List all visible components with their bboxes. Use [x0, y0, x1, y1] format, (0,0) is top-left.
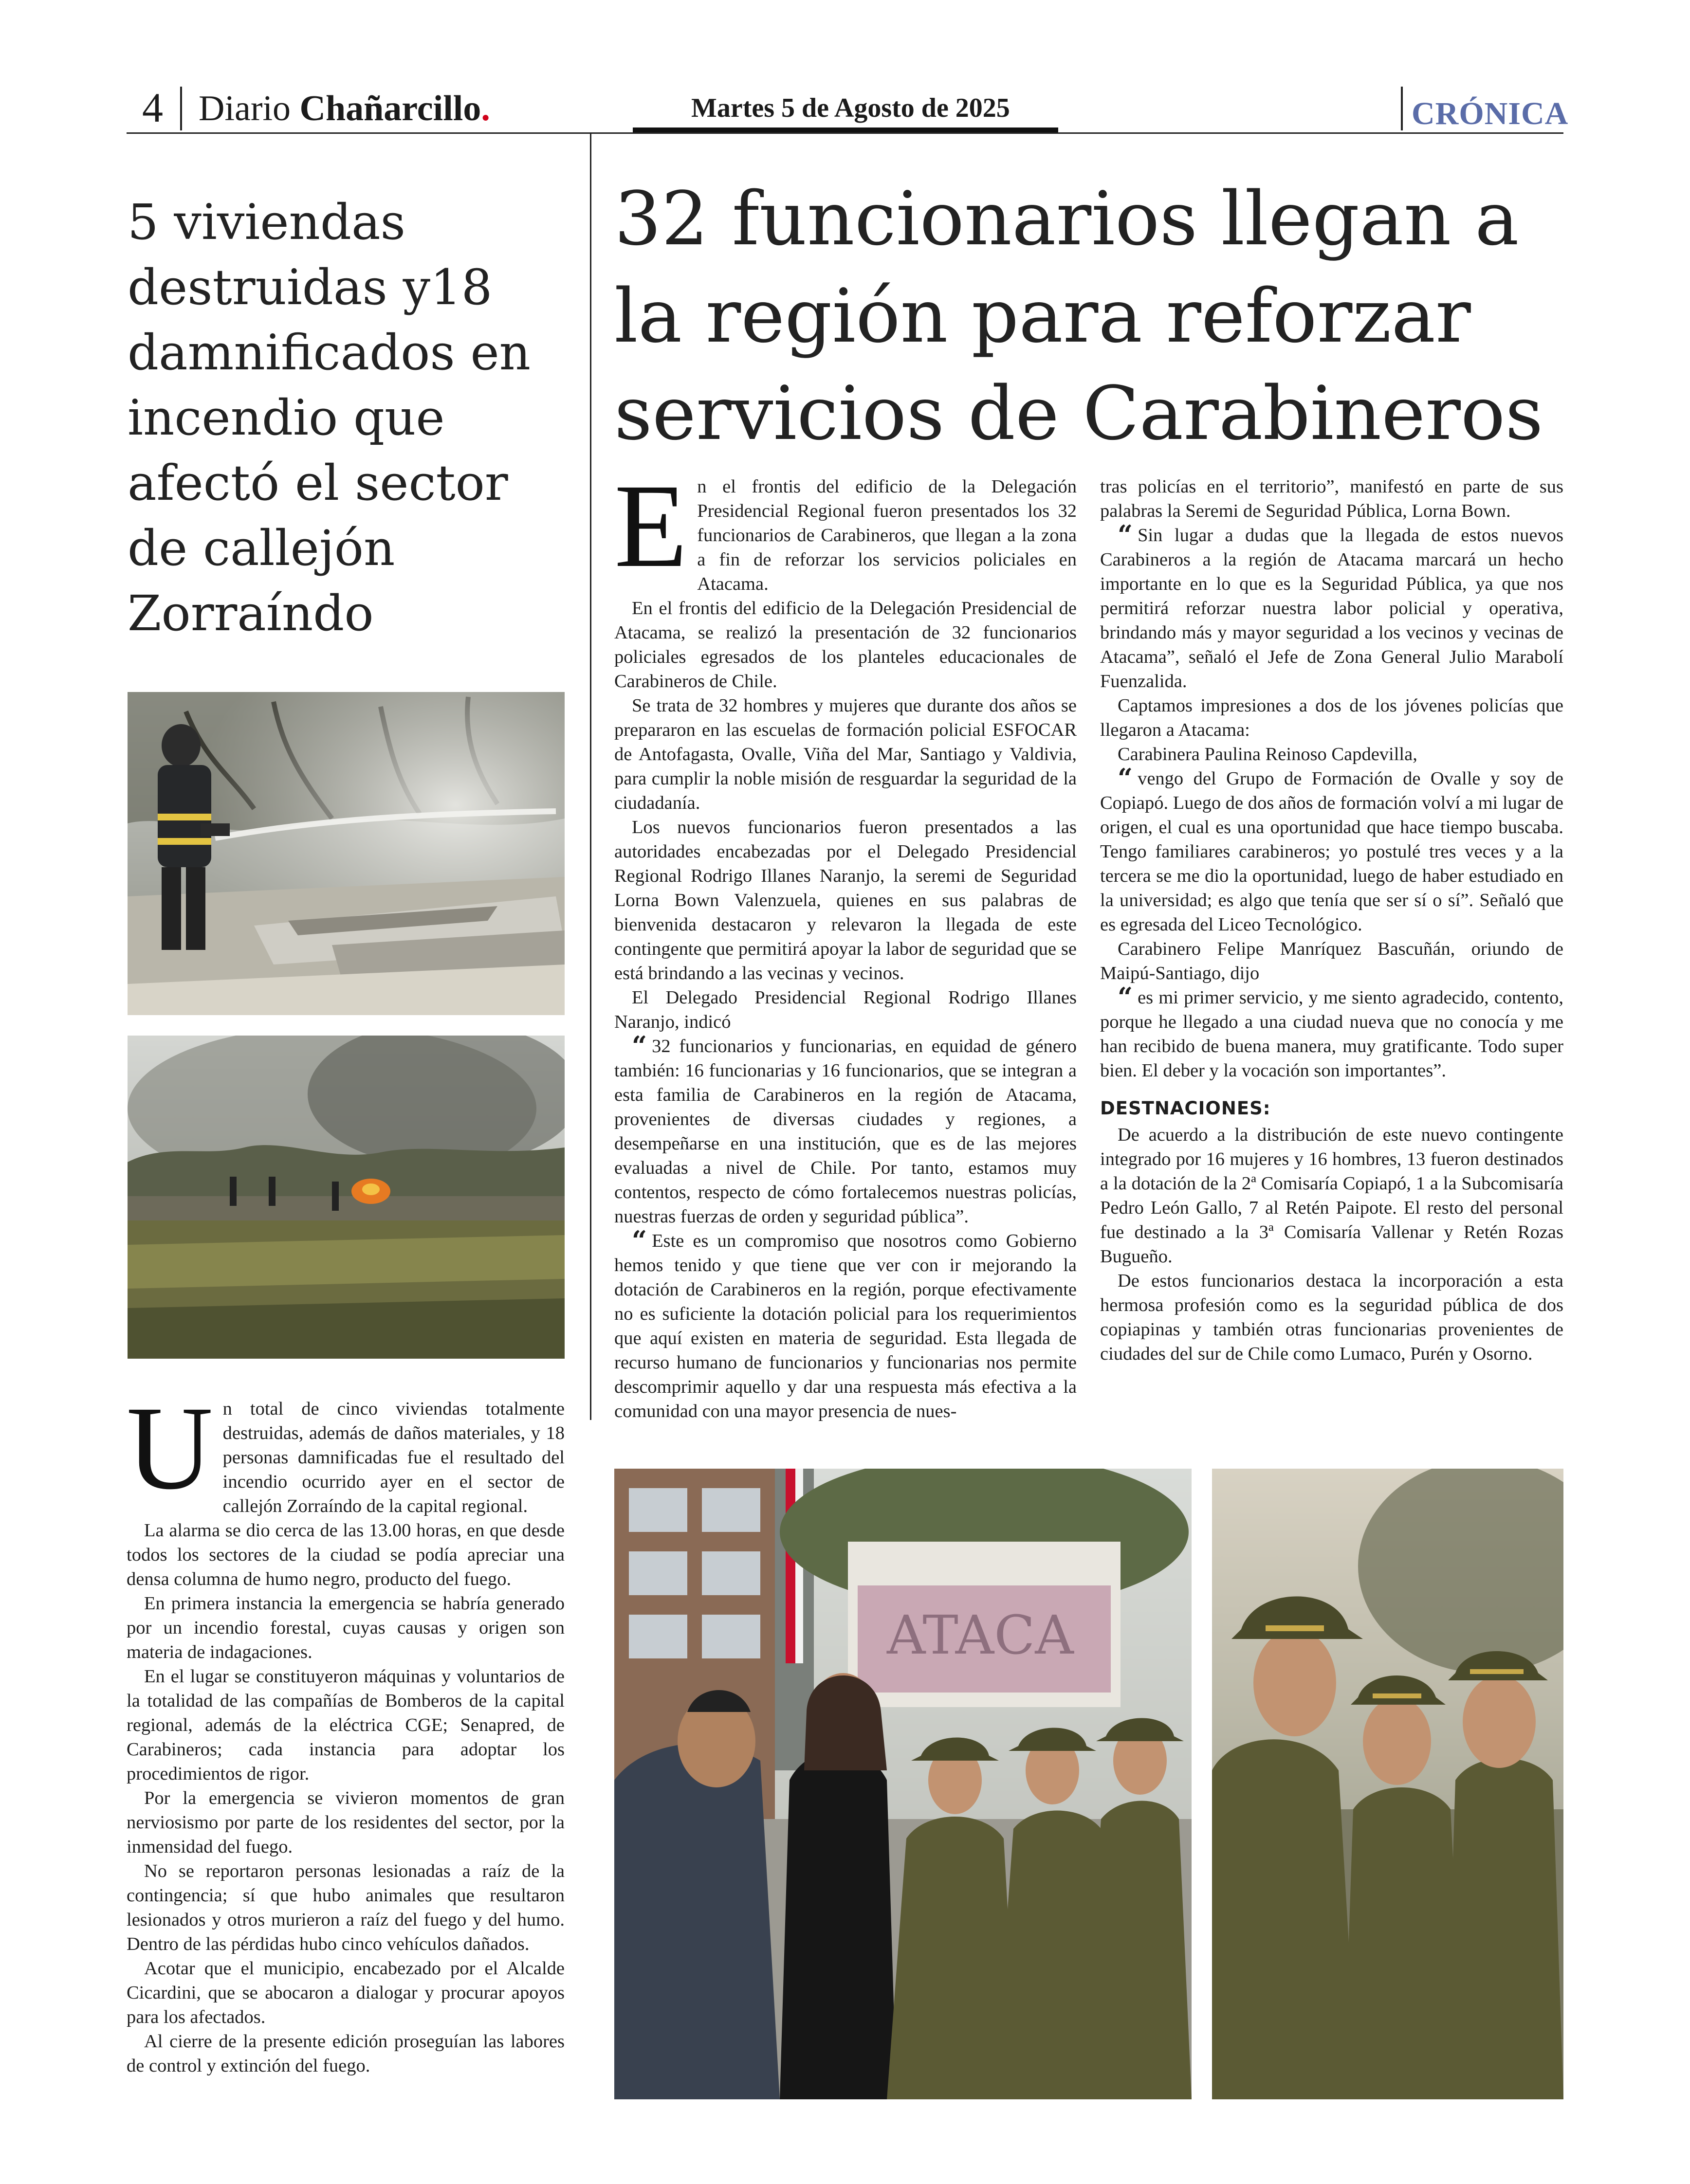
quote-paragraph: “ 32 funcionarios y funcionarias, en equidad de género también: 16 funcionarias y 16 funcionarios, que se integran a esta familia de Carabineros en la región de Atacama, provenientes de diversas ciudades y regiones, a desempeñarse en una institución, que es de las mejores evaluadas a nivel de Chile. Por tanto, estamos muy contentos, respecto de cómo fortalecemos nuestras policías, nuestras fuerzas de orden y seguridad pública”. — [614, 1030, 1077, 1227]
main-article-paragraph: Carabinera Paulina Reinoso Capdevilla, — [1118, 744, 1417, 764]
page-number: 4 — [142, 84, 163, 131]
main-article-headline: 32 funcionarios llegan a la región para reforzar servicios de Carabineros — [614, 176, 1543, 456]
header-rule — [127, 132, 1563, 134]
left-article-paragraph: La alarma se dio cerca de las 13.00 horas, en que desde todos los sectores de la ciudad se podía apreciar una densa columna de humo negro, producto del fuego. — [127, 1520, 565, 1589]
main-article-paragraph: En el frontis del edificio de la Delegación Presidencial Regional fueron presentados los 32 funcionarios de Carabineros, que llegan a la zona a fin de reforzar los servicios policiales en Atacama. — [614, 460, 1077, 594]
quote-paragraph: “ Este es un compromiso que nosotros como Gobierno hemos tenido y que tiene que ver con ir mejorando la dotación de Carabineros en la región, porque efectivamente no es suficiente la dotación policial para los requerimientos que aquí existen en materia de seguridad. Esta llegada de recurso humano de funcionarios y funcionarias nos permite descomprimir aquello y dar una respuesta más efectiva a la comunidad con una mayor presencia de nues- — [614, 1225, 1077, 1421]
main-article-paragraph: Los nuevos funcionarios fueron presentados a las autoridades encabezadas por el Delegado Presidencial Regional Rodrigo Illanes Naranjo, la seremi de Seguridad Lorna Bown Valenzuela, quienes en sus palabras de bienvenida destacaron y relevaron la llegada de este contingente que permitirá apoyar la labor de seguridad que se está brindando a las vecinas y vecinos. — [614, 817, 1077, 983]
main-article-column-2 — [1100, 474, 1563, 1366]
main-article-column-1 — [614, 460, 1077, 1423]
ceremony-photo-officers — [1212, 1469, 1563, 2099]
left-article-paragraph: Al cierre de la presente edición proseguían las labores de control y extinción del fuego. — [127, 2031, 565, 2076]
subheading: DESTNACIONES: — [1100, 1098, 1271, 1119]
main-article-paragraph: En el frontis del edificio de la Delegación Presidencial de Atacama, se realizó la presentación de 32 funcionarios policiales egresados de los planteles educacionales de Carabineros de Chile. — [614, 598, 1077, 692]
issue-date: Martes 5 de Agosto de 2025 — [691, 93, 1010, 123]
quote-mark-icon: “ — [1118, 519, 1133, 550]
newspaper-name — [199, 87, 490, 130]
main-article-paragraph: Se trata de 32 hombres y mujeres que durante dos años se prepararon en las escuelas de formación policial ESFOCAR de Antofagasta, Ovalle, Viña del Mar, Santiago y Valdivia, para cumplir la noble misión de resguardar la seguridad de la ciudadanía. — [614, 695, 1077, 813]
left-article-dropcap: U — [127, 1382, 213, 1514]
fire-photo-firefighter — [128, 692, 565, 1015]
left-article-paragraph: Por la emergencia se vivieron momentos de gran nerviosismo por parte de los residentes del sector, por la inmensidad del fuego. — [127, 1788, 565, 1857]
left-article-body — [127, 1382, 565, 2078]
section-divider — [1401, 87, 1403, 130]
main-article-paragraph: El Delegado Presidencial Regional Rodrigo Illanes Naranjo, indicó — [614, 987, 1077, 1032]
left-article-paragraph: En el lugar se constituyeron máquinas y voluntarios de la totalidad de las compañías de Bomberos de la capital regional, además de la eléctrica CGE; Senapred, de Carabineros; cada instancia para adoptar los procedimientos de rigor. — [127, 1666, 565, 1784]
newspaper-name-dot: . — [481, 89, 490, 128]
section-label: CRÓNICA — [1412, 96, 1569, 131]
quote-paragraph: “ es mi primer servicio, y me siento agradecido, contento, porque he llegado a una ciudad nueva que no conocía y me han recibido de buena manera, muy gratificante. Todo super bien. El deber y la vocación son importantes”. — [1100, 982, 1563, 1081]
left-article-paragraph: No se reportaron personas lesionadas a raíz de la contingencia; sí que hubo animales que resultaron lesionados y otros murieron a raíz del fuego y del humo. Dentro de las pérdidas hubo cinco vehículos dañados. — [127, 1861, 565, 1954]
left-article-paragraph: En primera instancia la emergencia se habría generado por un incendio forestal, cuyas causas y origen son materia de indagaciones. — [127, 1593, 565, 1662]
left-article-paragraph: Un total de cinco viviendas totalmente destruidas, además de daños materiales, y 18 personas damnificadas fue el resultado del incendio ocurrido ayer en el sector de callejón Zorraíndo de la capital regional. — [127, 1382, 565, 1516]
fire-photo-scene — [128, 1036, 565, 1359]
date-underline — [633, 127, 1058, 132]
main-article-paragraph: tras policías en el territorio”, manifestó en parte de sus palabras la Seremi de Seguridad Pública, Lorna Bown. — [1100, 476, 1563, 521]
newspaper-name-regular: Diario — [199, 89, 300, 128]
ceremony-photo-greeting — [614, 1469, 1192, 2099]
header-divider — [180, 87, 182, 130]
main-article-dropcap: E — [614, 460, 688, 592]
newspaper-name-bold: Chañarcillo — [299, 89, 481, 128]
main-article-paragraph: Captamos impresiones a dos de los jóvenes policías que llegaron a Atacama: — [1100, 695, 1563, 740]
quote-mark-icon: “ — [632, 1030, 647, 1061]
main-article-paragraph: De estos funcionarios destaca la incorporación a esta hermosa profesión como es la seguridad pública de dos copiapinas y también otras funcionarias provenientes de ciudades del sur de Chile como Lumaco, Purén y Osorno. — [1100, 1271, 1563, 1364]
quote-mark-icon: “ — [632, 1225, 647, 1256]
quote-paragraph: “ vengo del Grupo de Formación de Ovalle y soy de Copiapó. Luego de dos años de formación volví a mi lugar de origen, el cual es una oportunidad que hace tiempo buscaba. Tengo familiares carabineros; yo postulé tres veces y a la tercera se me dio la oportunidad, luego de haber estudiado en la universidad; es algo que tenía que ser sí o sí”. Señaló que es egresada del Liceo Tecnológico. — [1100, 763, 1563, 935]
quote-mark-icon: “ — [1118, 982, 1133, 1013]
quote-paragraph: “ Sin lugar a dudas que la llegada de estos nuevos Carabineros a la región de Atacama marcará un hecho importante en lo que es la Seguridad Pública, ya que nos permitirá reforzar nuestra labor policial y operativa, brindando más y mayor seguridad a los vecinos y vecinas de Atacama”, señaló el Jefe de Zona General Julio Marabolí Fuenzalida. — [1100, 519, 1563, 692]
building-sign: ATACA — [887, 1604, 1074, 1666]
column-rule — [590, 132, 591, 1420]
left-article-headline: 5 viviendas destruidas y18 damnificados en incendio que afectó el sector de callejón Zorraíndo — [128, 194, 531, 642]
main-article-paragraph: De acuerdo a la distribución de este nuevo contingente integrado por 16 mujeres y 16 hombres, 13 fueron destinados a la dotación de la 2ª Comisaría Copiapó, 1 a la Subcomisaría Pedro León Gallo, 7 al Retén Paipote. El resto del personal fue destinado a la 3ª Comisaría Vallenar y Retén Rozas Bugueño. — [1100, 1125, 1563, 1267]
quote-mark-icon: “ — [1118, 763, 1133, 794]
main-article-paragraph: Carabinero Felipe Manríquez Bascuñán, oriundo de Maipú-Santiago, dijo — [1100, 939, 1563, 983]
left-article-paragraph: Acotar que el municipio, encabezado por el Alcalde Cicardini, que se abocaron a dialogar y procurar apoyos para los afectados. — [127, 1958, 565, 2027]
